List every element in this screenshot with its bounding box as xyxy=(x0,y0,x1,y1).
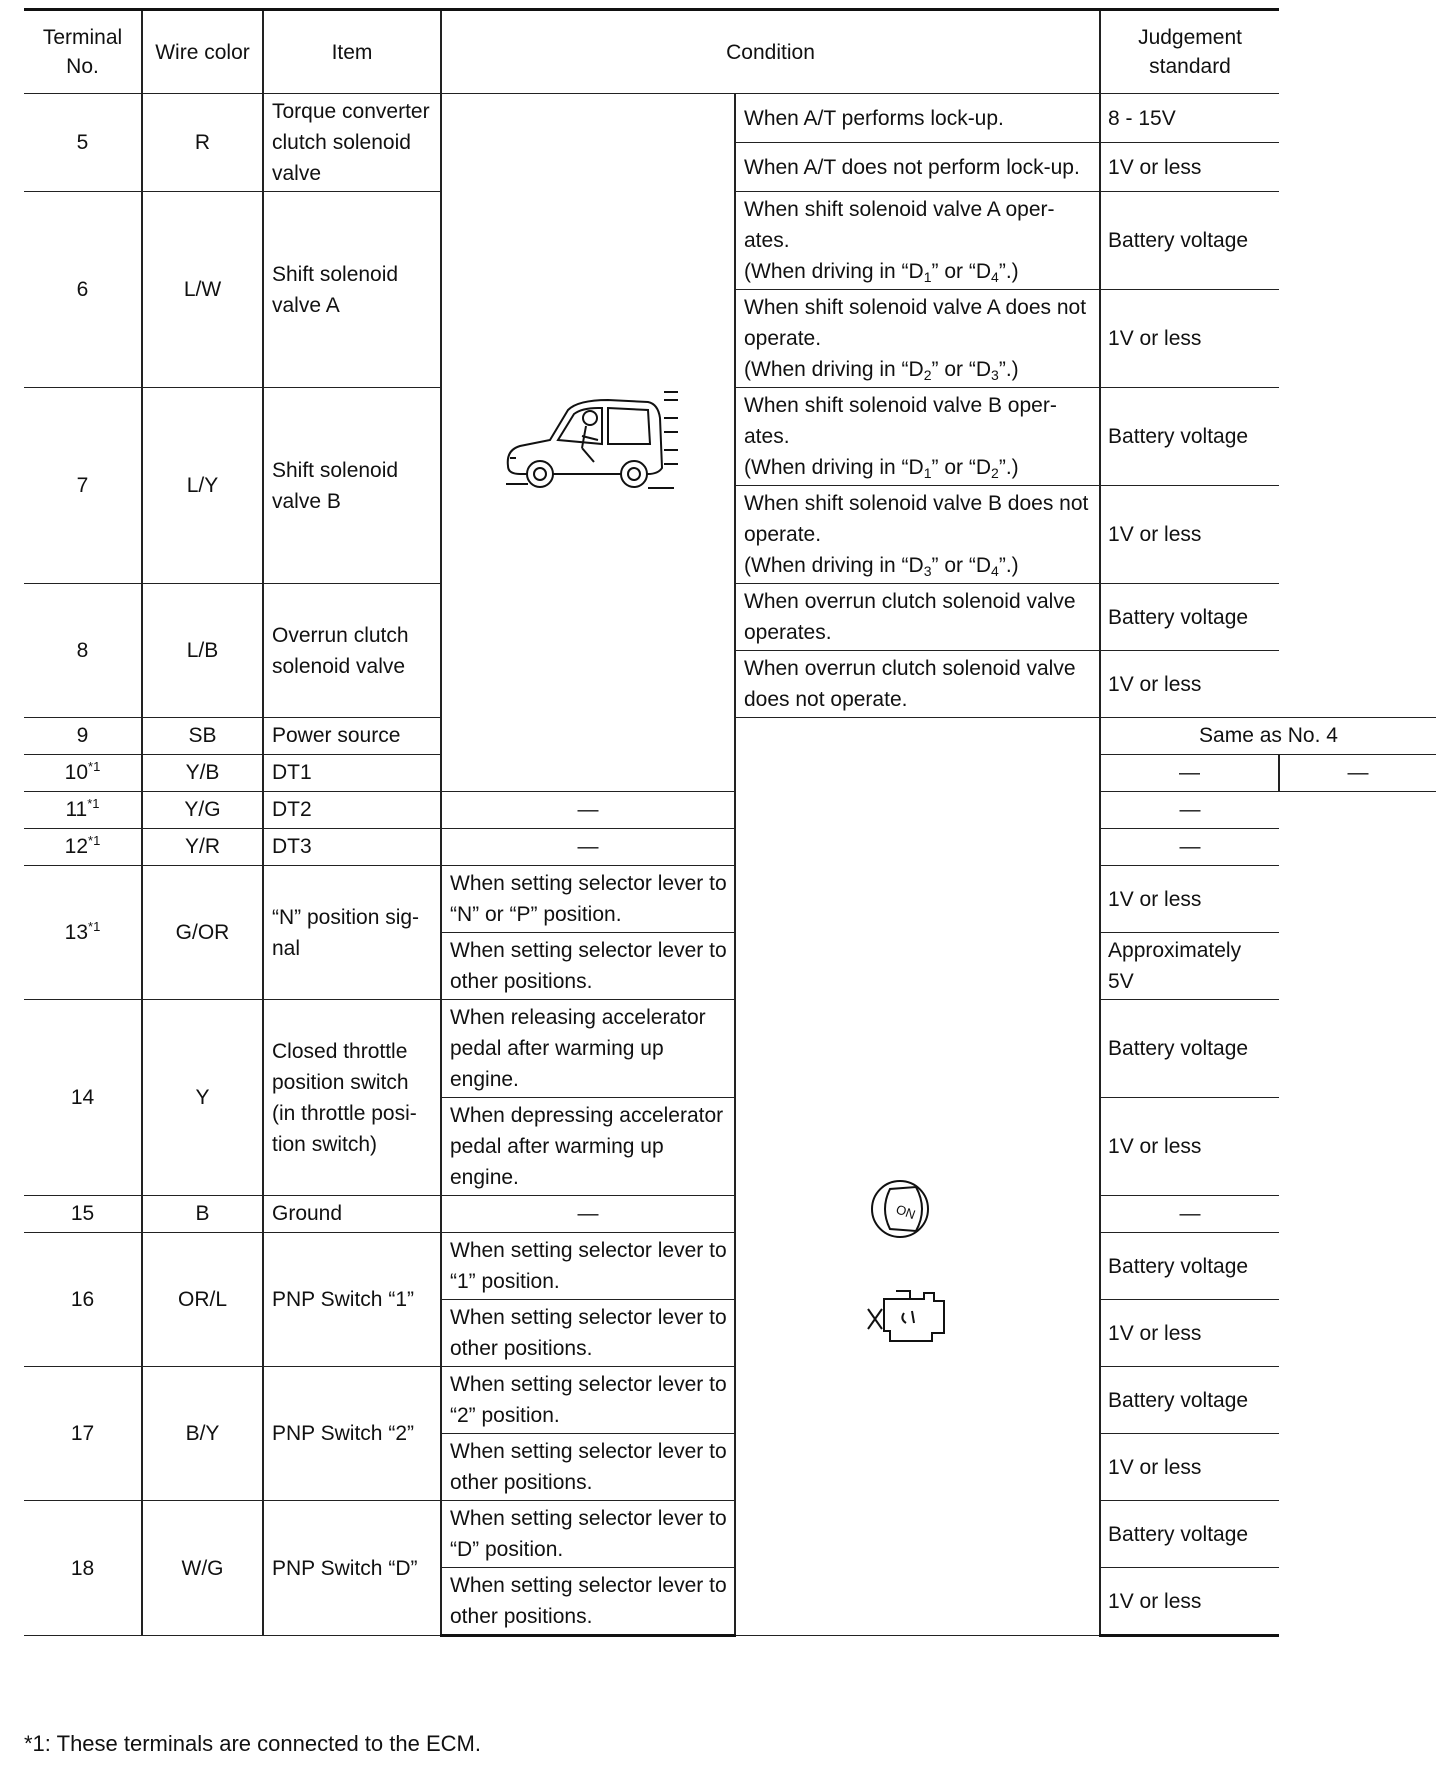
condition-text: When setting selector lever to “D” position. xyxy=(441,1501,735,1568)
ignition-key-on-icon xyxy=(866,1175,946,1245)
driving-range: (When driving in “$D_1$” or “$D_2$”.) xyxy=(744,456,1019,481)
judgement-value: 1V or less xyxy=(1100,1098,1279,1196)
footnote-mark: *1 xyxy=(88,833,101,848)
condition-line: When shift solenoid valve A oper-ates. xyxy=(744,198,1055,252)
judgement-value: Battery voltage xyxy=(1100,584,1279,651)
wire-color: L/Y xyxy=(142,388,263,584)
car-illustration-cell xyxy=(441,94,735,792)
wire-color: G/OR xyxy=(142,866,263,1000)
judgement-value: — xyxy=(1279,755,1436,792)
wire-color: Y/G xyxy=(142,792,263,829)
item: PNP Switch “2” xyxy=(263,1367,441,1501)
item: “N” position sig-nal xyxy=(263,866,441,1000)
condition-text: When releasing accelerator pedal after warming up engine. xyxy=(441,1000,735,1098)
condition-text: — xyxy=(441,792,735,829)
judgement-value: 1V or less xyxy=(1100,1300,1279,1367)
condition-text xyxy=(735,290,1100,388)
driving-range: (When driving in “$D_3$” or “$D_4$”.) xyxy=(744,554,1019,579)
item: DT1 xyxy=(263,755,441,792)
condition-text: When setting selector lever to “N” or “P” position. xyxy=(441,866,735,933)
judgement-value: 1V or less xyxy=(1100,651,1279,718)
table-row xyxy=(24,829,1436,866)
judgement-value: Battery voltage xyxy=(1100,1501,1279,1568)
judgement-value: 1V or less xyxy=(1100,290,1279,388)
terminal-no: 6 xyxy=(24,192,142,388)
judgement-value: Battery voltage xyxy=(1100,1000,1279,1098)
judgement-value: — xyxy=(1100,829,1279,866)
wire-color: L/W xyxy=(142,192,263,388)
judgement-value: — xyxy=(1100,1196,1279,1233)
wire-color: SB xyxy=(142,718,263,755)
item: Shift solenoid valve B xyxy=(263,388,441,584)
car-driving-icon xyxy=(498,388,678,498)
key-on-label: ON xyxy=(893,1200,918,1222)
condition-text: Same as No. 4 xyxy=(1100,718,1436,755)
condition-text: When setting selector lever to “1” position. xyxy=(441,1233,735,1300)
wire-color: R xyxy=(142,94,263,192)
footnote-mark: *1 xyxy=(88,919,101,934)
condition-line: When shift solenoid valve A does not operate. xyxy=(744,296,1087,350)
judgement-value: 1V or less xyxy=(1100,1434,1279,1501)
judgement-value: Approximately 5V xyxy=(1100,933,1279,1000)
wire-color: OR/L xyxy=(142,1233,263,1367)
condition-text: — xyxy=(441,1196,735,1233)
wire-color: Y xyxy=(142,1000,263,1196)
terminal-no: 8 xyxy=(24,584,142,718)
terminal-no: 15 xyxy=(24,1196,142,1233)
condition-text: When overrun clutch solenoid valve operates. xyxy=(735,584,1100,651)
key-engine-illustration-cell xyxy=(735,718,1100,1636)
item: Closed throttle position switch (in throttle posi-tion switch) xyxy=(263,1000,441,1196)
header-condition: Condition xyxy=(441,10,1100,94)
table-row xyxy=(24,1196,1436,1233)
condition-text: When A/T does not perform lock-up. xyxy=(735,143,1100,192)
condition-text: — xyxy=(1100,755,1279,792)
terminal-no: 18 xyxy=(24,1501,142,1636)
judgement-value: Battery voltage xyxy=(1100,192,1279,290)
item: PNP Switch “D” xyxy=(263,1501,441,1636)
wire-color: B xyxy=(142,1196,263,1233)
item: Torque converter clutch solenoid valve xyxy=(263,94,441,192)
judgement-value: Battery voltage xyxy=(1100,1367,1279,1434)
condition-text: When setting selector lever to other positions. xyxy=(441,933,735,1000)
footnote-mark: *1 xyxy=(88,759,101,774)
condition-text: — xyxy=(441,829,735,866)
item: PNP Switch “1” xyxy=(263,1233,441,1367)
condition-text: When setting selector lever to other positions. xyxy=(441,1300,735,1367)
driving-range: (When driving in “$D_2$” or “$D_3$”.) xyxy=(744,358,1019,383)
terminal-no: 9 xyxy=(24,718,142,755)
footnote-mark: *1 xyxy=(87,796,100,811)
condition-line: When shift solenoid valve B oper-ates. xyxy=(744,394,1057,448)
condition-text xyxy=(735,192,1100,290)
terminal-no: 12$^{*1}$ xyxy=(24,829,142,866)
table-row xyxy=(24,94,1436,143)
judgement-value: Battery voltage xyxy=(1100,388,1279,486)
header-judgement: Judgement standard xyxy=(1100,10,1279,94)
header-terminal: Terminal No. xyxy=(24,10,142,94)
header-row xyxy=(24,10,1436,94)
item: Ground xyxy=(263,1196,441,1233)
condition-text: When A/T performs lock-up. xyxy=(735,94,1100,143)
terminal-no: 17 xyxy=(24,1367,142,1501)
terminal-no: 16 xyxy=(24,1233,142,1367)
wire-color: Y/B xyxy=(142,755,263,792)
table-row xyxy=(24,866,1436,933)
condition-text: When setting selector lever to other positions. xyxy=(441,1434,735,1501)
wire-color: B/Y xyxy=(142,1367,263,1501)
judgement-value: 1V or less xyxy=(1100,486,1279,584)
judgement-value: — xyxy=(1100,792,1279,829)
judgement-value: 8 - 15V xyxy=(1100,94,1279,143)
item: Overrun clutch solenoid valve xyxy=(263,584,441,718)
condition-text: When setting selector lever to “2” position. xyxy=(441,1367,735,1434)
condition-text: When overrun clutch solenoid valve does not operate. xyxy=(735,651,1100,718)
terminal-no: 5 xyxy=(24,94,142,192)
terminal-no: 7 xyxy=(24,388,142,584)
header-item: Item xyxy=(263,10,441,94)
footnote: *1: These terminals are connected to the ECM. xyxy=(24,1731,481,1756)
judgement-value: 1V or less xyxy=(1100,866,1279,933)
judgement-value: 1V or less xyxy=(1100,1568,1279,1636)
judgement-value: 1V or less xyxy=(1100,143,1279,192)
condition-text xyxy=(735,388,1100,486)
terminal-no: 13$^{*1}$ xyxy=(24,866,142,1000)
terminal-table-sheet xyxy=(24,8,1436,1637)
terminal-no: 14 xyxy=(24,1000,142,1196)
condition-text: When setting selector lever to other positions. xyxy=(441,1568,735,1636)
wire-color: Y/R xyxy=(142,829,263,866)
terminal-no: 11$^{*1}$ xyxy=(24,792,142,829)
item: Power source xyxy=(263,718,441,755)
table-row xyxy=(24,1233,1436,1300)
engine-running-icon xyxy=(864,1287,954,1347)
header-wire-color: Wire color xyxy=(142,10,263,94)
condition-text xyxy=(735,486,1100,584)
terminal-no: 10$^{*1}$ xyxy=(24,755,142,792)
judgement-value: Battery voltage xyxy=(1100,1233,1279,1300)
terminal-table xyxy=(24,8,1436,1637)
wire-color: L/B xyxy=(142,584,263,718)
item: Shift solenoid valve A xyxy=(263,192,441,388)
condition-line: When shift solenoid valve B does not operate. xyxy=(744,492,1089,546)
condition-text: When depressing accelerator pedal after warming up engine. xyxy=(441,1098,735,1196)
driving-range: (When driving in “$D_1$” or “$D_4$”.) xyxy=(744,260,1019,285)
item: DT3 xyxy=(263,829,441,866)
wire-color: W/G xyxy=(142,1501,263,1636)
table-row xyxy=(24,1501,1436,1568)
table-row xyxy=(24,1000,1436,1098)
table-row xyxy=(24,1367,1436,1434)
table-row xyxy=(24,792,1436,829)
item: DT2 xyxy=(263,792,441,829)
